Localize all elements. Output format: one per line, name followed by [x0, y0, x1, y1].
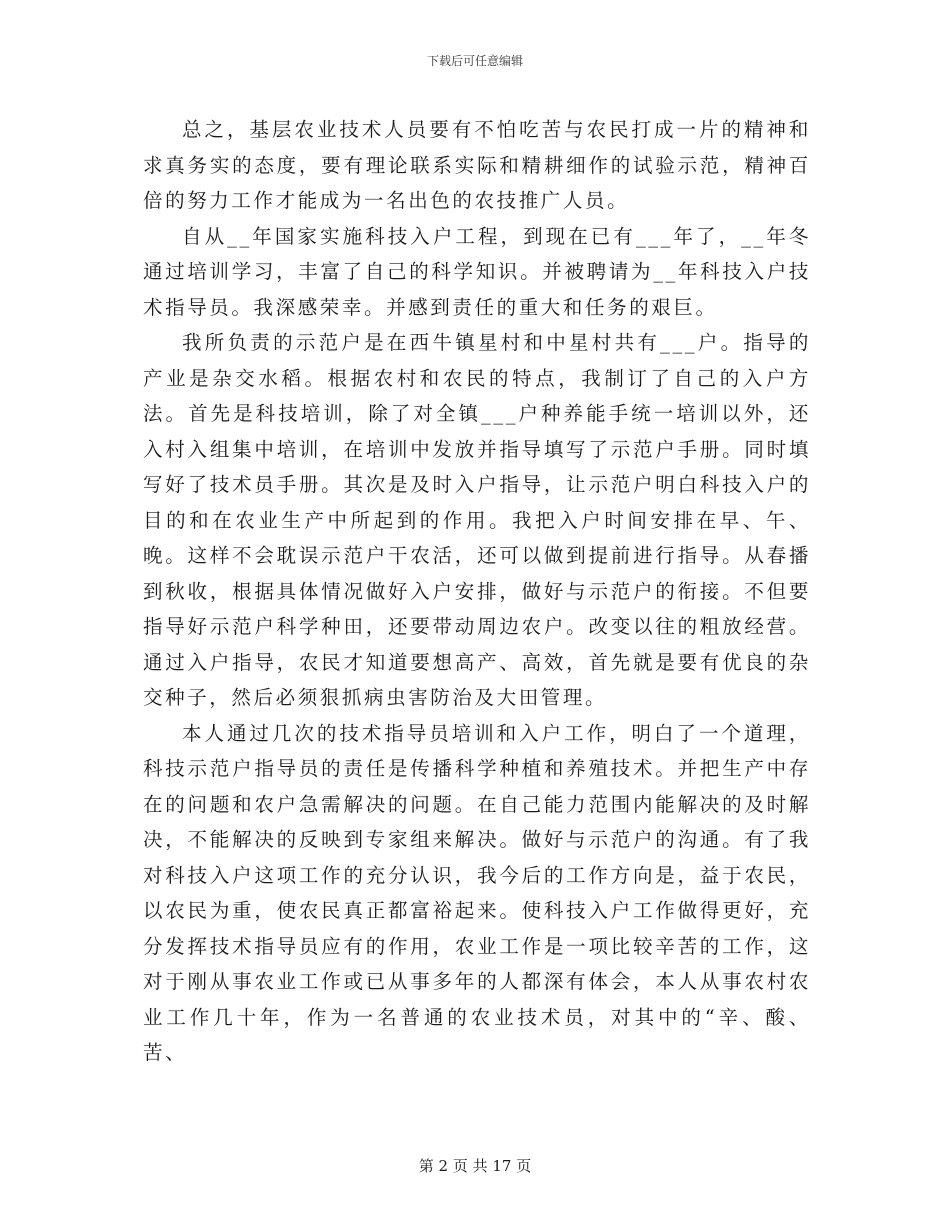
page-number-footer: 第 2 页 共 17 页: [418, 1157, 532, 1175]
paragraph-training: 自从__年国家实施科技入户工程，到现在已有___年了，__年冬通过培训学习，丰富了自己的科学知识。并被聘请为__年科技入户技术指导员。我深感荣幸。并感到责任的重大和任务的艰巨。: [143, 224, 811, 319]
paragraph-reflection: 本人通过几次的技术指导员培训和入户工作，明白了一个道理，科技示范户指导员的责任是传播科学种植和养殖技术。并把生产中存在的问题和农户急需解决的问题。在自己能力范围内能解决的及时解决，不能解决的反映到专家组来解决。做好与示范户的沟通。有了我对科技入户这项工作的充分认识，我今后的工作方向是，益于农民，以农民为重，使农民真正都富裕起来。使科技入户工作做得更好，充分发挥技术指导员应有的作用，农业工作是一项比较辛苦的工作，这对于刚从事农业工作或已从事多年的人都深有体会，本人从事农村农业工作几十年，作为一名普通的农业技术员，对其中的“辛、酸、苦、: [143, 721, 811, 1064]
paragraph-demonstration-households: 我所负责的示范户是在西牛镇星村和中星村共有___户。指导的产业是杂交水稻。根据农村和农民的特点，我制订了自己的入户方法。首先是科技培训，除了对全镇___户种养能手统一培训以外，还入村入组集中培训，在培训中发放并指导填写了示范户手册。同时填写好了技术员手册。其次是及时入户指导，让示范户明白科技入户的目的和在农业生产中所起到的作用。我把入户时间安排在早、午、晚。这样不会耽误示范户干农活，还可以做到提前进行指导。从春播到秋收，根据具体情况做好入户安排，做好与示范户的衔接。不但要指导好示范户科学种田，还要带动周边农户。改变以往的粗放经营。通过入户指导，农民才知道要想高产、高效，首先就是要有优良的杂交种子，然后必须狠抓病虫害防治及大田管理。: [143, 331, 811, 709]
paragraph-summary: 总之，基层农业技术人员要有不怕吃苦与农民打成一片的精神和求真务实的态度，要有理论联系实际和精耕细作的试验示范，精神百倍的努力工作才能成为一名出色的农技推广人员。: [143, 118, 811, 212]
page-header-note: 下载后可任意编辑: [426, 54, 523, 68]
document-body: [143, 112, 811, 1071]
